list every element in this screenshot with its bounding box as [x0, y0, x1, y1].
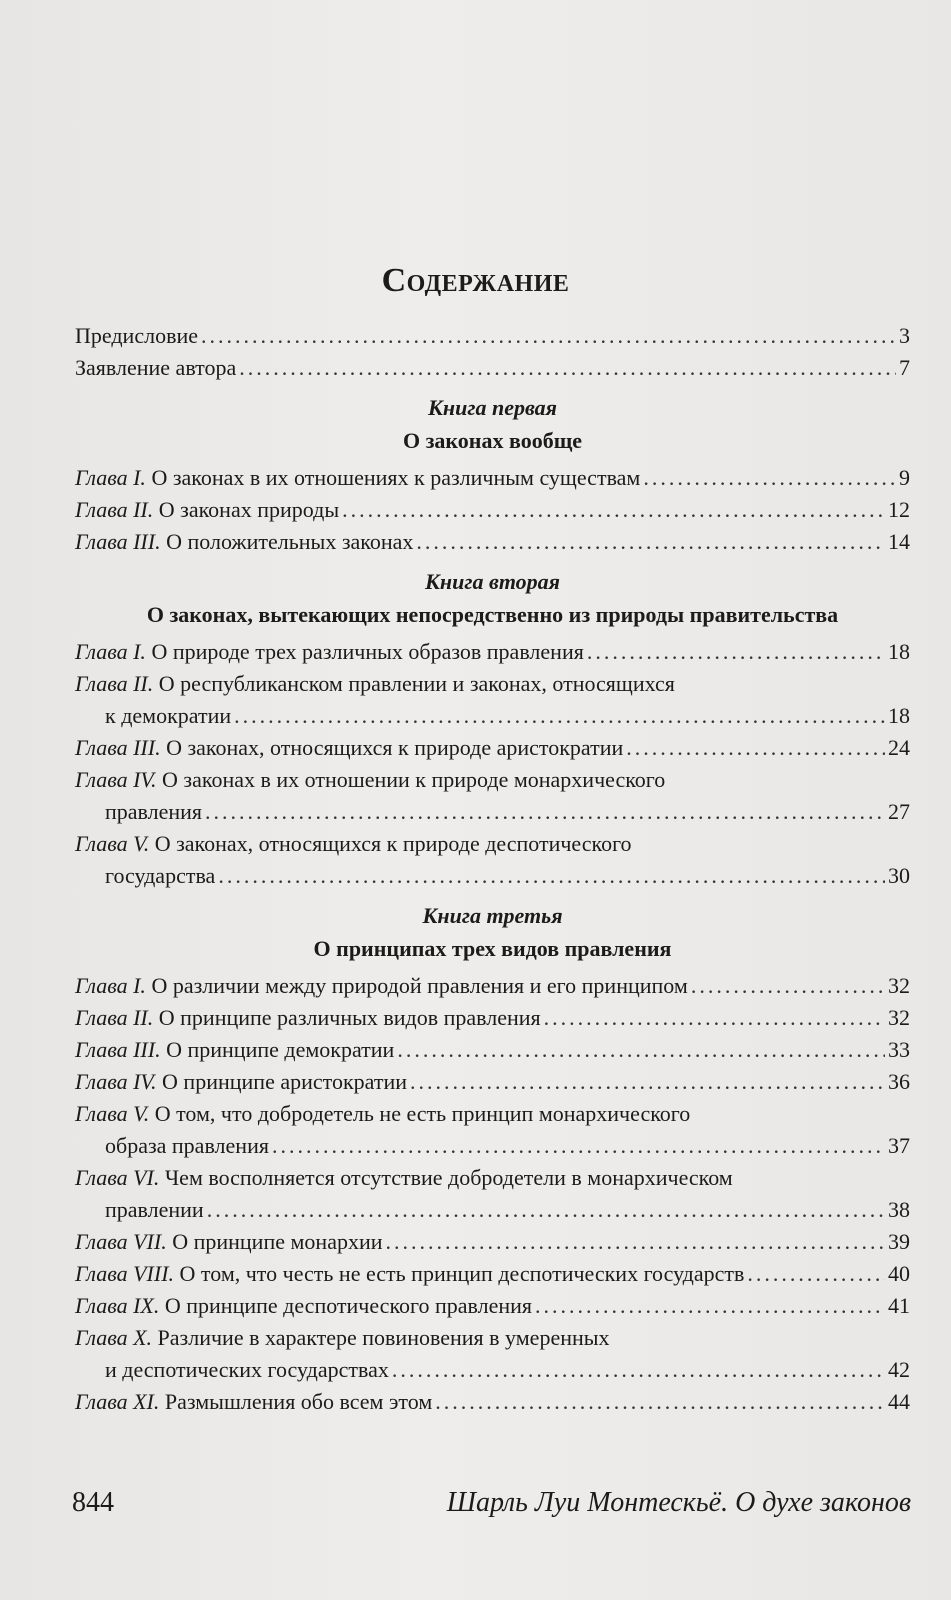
chapter-title: О положительных законах [166, 529, 414, 554]
toc-entry-text [75, 1386, 432, 1418]
toc-entry-text [75, 352, 236, 384]
toc-front-entry [75, 352, 910, 384]
toc-entry-text [105, 700, 231, 732]
chapter-number: Глава III. [75, 1037, 161, 1062]
toc-page-number: 27 [888, 799, 910, 824]
toc-page-number: 37 [888, 1133, 910, 1158]
toc-page-number: 40 [888, 1261, 910, 1286]
toc-entry-text [105, 1130, 269, 1162]
toc-chapter-entry-continued [75, 1194, 910, 1226]
toc-page-number: 33 [888, 1037, 910, 1062]
chapter-title-continued: правления [105, 799, 203, 824]
toc-chapter-entry [75, 828, 910, 860]
toc-entry-text [75, 1290, 532, 1322]
toc-page-number: 12 [888, 497, 910, 522]
toc-page-number: 3 [899, 323, 910, 348]
toc-chapter-entry [75, 1258, 910, 1290]
toc-chapter-entry [75, 462, 910, 494]
chapter-title: О принципе деспотического правления [164, 1293, 533, 1318]
chapter-title-continued: образа правления [105, 1133, 269, 1158]
toc-chapter-entry [75, 526, 910, 558]
page-title: Содержание [381, 262, 570, 299]
running-title: Шарль Луи Монтескьё. О духе законов [446, 1487, 911, 1518]
chapter-number: Глава IV. [75, 767, 157, 792]
toc-entry-text [75, 462, 640, 494]
chapter-number: Глава X. [75, 1325, 153, 1350]
toc-page-number: 38 [888, 1197, 910, 1222]
toc-chapter-entry [75, 1066, 910, 1098]
toc-chapter-entry [75, 1290, 910, 1322]
chapter-title: О законах природы [158, 497, 340, 522]
chapter-number: Глава III. [75, 529, 161, 554]
chapter-title: О принципе монархии [172, 1229, 383, 1254]
dot-leader [392, 1354, 885, 1386]
chapter-number: Глава VII. [75, 1229, 167, 1254]
toc-page-number: 18 [888, 703, 910, 728]
toc-page-number: 41 [888, 1293, 910, 1318]
toc-page-number: 18 [888, 639, 910, 664]
chapter-title: О законах, относящихся к природе деспотического [154, 831, 632, 856]
dot-leader [587, 636, 885, 668]
toc-entry-text [75, 320, 198, 352]
toc-chapter-entry [75, 1162, 910, 1194]
chapter-title: О природе трех различных образов правления [151, 639, 584, 664]
chapter-title: Чем восполняется отсутствие добродетели в монархическом [164, 1165, 733, 1190]
chapter-title-continued: правлении [105, 1197, 204, 1222]
chapter-title: О законах, относящихся к природе аристократии [166, 735, 624, 760]
toc-page-number: 24 [888, 735, 910, 760]
chapter-title: О законах в их отношении к природе монархического [162, 767, 666, 792]
toc-entry-text [75, 636, 584, 668]
toc-chapter-entry-continued [75, 700, 910, 732]
chapter-title: О законах в их отношениях к различным существам [151, 465, 641, 490]
toc-page-number: 30 [888, 863, 910, 888]
dot-leader [218, 860, 885, 892]
chapter-number: Глава I. [75, 973, 146, 998]
book-label: Книга вторая [425, 569, 560, 594]
dot-leader [626, 732, 885, 764]
chapter-title: О том, что честь не есть принцип деспотических государств [179, 1261, 745, 1286]
chapter-title: О принципе аристократии [162, 1069, 408, 1094]
book-label: Книга третья [422, 903, 563, 928]
dot-leader [535, 1290, 885, 1322]
dot-leader [207, 1194, 885, 1226]
toc-page-number: 36 [888, 1069, 910, 1094]
toc-chapter-entry [75, 732, 910, 764]
dot-leader [691, 970, 885, 1002]
toc-page-number: 7 [899, 355, 910, 380]
toc-chapter-entry [75, 1002, 910, 1034]
dot-leader [643, 462, 896, 494]
dot-leader [239, 352, 896, 384]
chapter-number: Глава V. [75, 1101, 150, 1126]
toc-entry-text [105, 796, 202, 828]
toc-chapter-entry [75, 1386, 910, 1418]
toc-entry-text [75, 732, 623, 764]
chapter-title: О различии между природой правления и его принципом [151, 973, 688, 998]
chapter-number: Глава VIII. [75, 1261, 175, 1286]
dot-leader [272, 1130, 885, 1162]
chapter-number: Глава IV. [75, 1069, 157, 1094]
chapter-number: Глава I. [75, 639, 146, 664]
chapter-title: О том, что добродетель не есть принцип монархического [154, 1101, 691, 1126]
dot-leader [544, 1002, 885, 1034]
dot-leader [342, 494, 885, 526]
toc-entry-text [105, 1354, 389, 1386]
chapter-title: Различие в характере повиновения в умеренных [157, 1325, 610, 1350]
dot-leader [416, 526, 885, 558]
toc-chapter-entry-continued [75, 1354, 910, 1386]
chapter-title-continued: и деспотических государствах [105, 1357, 389, 1382]
toc-entry-text [75, 1002, 541, 1034]
toc-front-entry [75, 320, 910, 352]
dot-leader [410, 1066, 885, 1098]
toc-front-label: Предисловие [75, 323, 198, 348]
toc-chapter-entry-continued [75, 1130, 910, 1162]
toc-front-label: Заявление автора [75, 355, 237, 380]
toc-chapter-entry [75, 1226, 910, 1258]
dot-leader [435, 1386, 885, 1418]
chapter-title-continued: государства [105, 863, 216, 888]
toc-chapter-entry [75, 668, 910, 700]
toc-chapter-entry [75, 494, 910, 526]
book-title: О принципах трех видов правления [313, 936, 672, 961]
dot-leader [747, 1258, 885, 1290]
chapter-number: Глава IX. [75, 1293, 160, 1318]
toc-chapter-entry [75, 1322, 910, 1354]
toc-entry-text [105, 860, 215, 892]
toc-chapter-entry-continued [75, 796, 910, 828]
chapter-title: О принципе различных видов правления [158, 1005, 541, 1030]
toc-entry-text [105, 1194, 204, 1226]
toc-page-number: 9 [899, 465, 910, 490]
chapter-title: О республиканском правлении и законах, относящихся [158, 671, 675, 696]
page-number: 844 [72, 1487, 114, 1518]
dot-leader [205, 796, 885, 828]
book-label: Книга первая [427, 395, 557, 420]
toc-chapter-entry [75, 764, 910, 796]
dot-leader [386, 1226, 885, 1258]
chapter-title: О принципе демократии [166, 1037, 395, 1062]
table-of-contents [75, 320, 910, 1418]
toc-page-number: 14 [888, 529, 910, 554]
dot-leader [234, 700, 885, 732]
chapter-number: Глава II. [75, 1005, 154, 1030]
chapter-number: Глава II. [75, 671, 154, 696]
toc-entry-text [75, 1034, 394, 1066]
toc-chapter-entry-continued [75, 860, 910, 892]
toc-page-number: 32 [888, 973, 910, 998]
book-title: О законах, вытекающих непосредственно из природы правительства [146, 602, 839, 627]
toc-chapter-entry [75, 970, 910, 1002]
chapter-number: Глава III. [75, 735, 161, 760]
toc-entry-text [75, 970, 688, 1002]
toc-chapter-entry [75, 1098, 910, 1130]
toc-chapter-entry [75, 636, 910, 668]
toc-entry-text [75, 526, 413, 558]
chapter-number: Глава I. [75, 465, 146, 490]
chapter-number: Глава II. [75, 497, 154, 522]
toc-entry-text [75, 1258, 744, 1290]
toc-page-number: 42 [888, 1357, 910, 1382]
chapter-number: Глава V. [75, 831, 150, 856]
toc-entry-text [75, 1066, 407, 1098]
toc-entry-text [75, 494, 339, 526]
chapter-title-continued: к демократии [105, 703, 232, 728]
toc-chapter-entry [75, 1034, 910, 1066]
toc-entry-text [75, 1226, 383, 1258]
chapter-number: Глава VI. [75, 1165, 160, 1190]
dot-leader [201, 320, 896, 352]
toc-page-number: 32 [888, 1005, 910, 1030]
toc-page-number: 39 [888, 1229, 910, 1254]
dot-leader [397, 1034, 885, 1066]
toc-page-number: 44 [888, 1389, 910, 1414]
chapter-title: Размышления обо всем этом [164, 1389, 433, 1414]
book-title: О законах вообще [402, 428, 583, 453]
chapter-number: Глава XI. [75, 1389, 160, 1414]
